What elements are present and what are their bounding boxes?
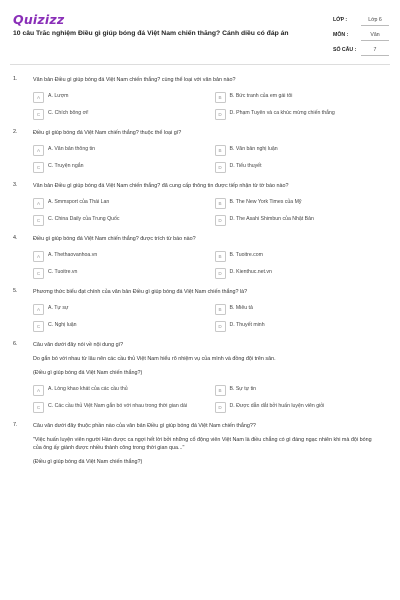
option-text: B. Bức tranh của em gái tôi	[229, 93, 293, 99]
answer-option[interactable]	[215, 162, 381, 173]
option-letter-box[interactable]: C	[33, 109, 44, 120]
option-text: C. Nghị luận	[48, 322, 77, 328]
answer-option[interactable]	[215, 268, 381, 279]
meta-value: Văn	[361, 32, 389, 41]
option-letter-box[interactable]: A	[33, 198, 44, 209]
option-letter-box[interactable]: C	[33, 215, 44, 226]
answer-option[interactable]	[33, 268, 199, 279]
answer-option[interactable]	[33, 251, 199, 262]
question-passage: Do gắn bó với nhau từ lâu nên các cầu thủ Việt Nam hiểu rõ nhiệm vụ của mình và đồng đội trên sân.	[33, 356, 276, 362]
answer-option[interactable]	[33, 304, 199, 315]
option-text: D. Tiểu thuyết	[229, 163, 262, 169]
meta-grade	[333, 14, 389, 29]
answer-option[interactable]	[33, 109, 199, 120]
option-text: A. Thethaovanhoa.vn	[48, 252, 98, 258]
question-item	[0, 341, 400, 413]
option-text: A. Lòng khao khát của các cầu thủ	[48, 386, 128, 392]
question-number: 1.	[13, 76, 18, 82]
question-text: Câu văn dưới đây thuộc phần nào của văn bản Điều gì giúp bóng đá Việt Nam chiến thắng??	[33, 423, 256, 429]
question-text: Phương thức biểu đạt chính của văn bản Điều gì giúp bóng đá Việt Nam chiến thắng? là?	[33, 289, 248, 295]
answer-option[interactable]	[33, 145, 199, 156]
option-text: B. The New York Times của Mỹ	[229, 199, 302, 205]
option-text: C. Tuoitre.vn	[48, 269, 78, 275]
question-item	[0, 129, 400, 173]
answer-options	[33, 251, 380, 279]
option-letter-box[interactable]: B	[215, 198, 226, 209]
answer-option[interactable]	[215, 402, 381, 413]
option-text: D. Thuyết minh	[229, 322, 265, 328]
question-item	[0, 235, 400, 279]
option-text: B. Văn bản nghị luận	[229, 146, 278, 152]
meta-label: MÔN :	[333, 32, 349, 38]
option-text: A. Tự sự	[48, 305, 69, 311]
answer-option[interactable]	[33, 92, 199, 103]
meta-value: 7	[361, 47, 389, 56]
brand-logo: Quizizz	[13, 12, 65, 27]
meta-subject	[333, 29, 389, 44]
option-letter-box[interactable]: D	[215, 215, 226, 226]
question-number: 4.	[13, 235, 18, 241]
answer-option[interactable]	[215, 145, 381, 156]
option-letter-box[interactable]: D	[215, 402, 226, 413]
option-letter-box[interactable]: A	[33, 145, 44, 156]
meta-label: SỐ CÂU :	[333, 47, 357, 53]
option-text: A. Smmsport của Thái Lan	[48, 199, 110, 205]
option-letter-box[interactable]: B	[215, 92, 226, 103]
option-letter-box[interactable]: A	[33, 92, 44, 103]
option-text: C. Các cầu thủ Việt Nam gắn bó với nhau trong thời gian dài	[48, 403, 188, 409]
option-letter-box[interactable]: B	[215, 145, 226, 156]
worksheet-title: 10 câu Trắc nghiệm Điều gì giúp bóng đá Việt Nam chiến thắng? Cánh diều có đáp án	[13, 30, 289, 37]
option-letter-box[interactable]: D	[215, 109, 226, 120]
answer-options	[33, 385, 380, 413]
answer-options	[33, 145, 380, 173]
answer-option[interactable]	[215, 321, 381, 332]
question-item	[0, 422, 400, 466]
question-number: 7.	[13, 422, 18, 428]
option-text: C. China Daily của Trung Quốc	[48, 216, 120, 222]
answer-option[interactable]	[215, 109, 381, 120]
option-letter-box[interactable]: A	[33, 385, 44, 396]
option-letter-box[interactable]: B	[215, 385, 226, 396]
meta-label: LỚP :	[333, 17, 348, 23]
answer-option[interactable]	[33, 198, 199, 209]
answer-option[interactable]	[215, 215, 381, 226]
option-letter-box[interactable]: B	[215, 251, 226, 262]
option-letter-box[interactable]: B	[215, 304, 226, 315]
answer-option[interactable]	[33, 402, 199, 413]
meta-question-count	[333, 44, 389, 59]
question-number: 5.	[13, 288, 18, 294]
header-divider	[10, 64, 390, 65]
question-number: 6.	[13, 341, 18, 347]
answer-option[interactable]	[215, 92, 381, 103]
question-item	[0, 76, 400, 120]
option-letter-box[interactable]: A	[33, 304, 44, 315]
question-item	[0, 182, 400, 226]
answer-options	[33, 198, 380, 226]
question-passage: (Điều gì giúp bóng đá Việt Nam chiến thắng?)	[33, 459, 143, 465]
option-letter-box[interactable]: D	[215, 268, 226, 279]
question-text: Điều gì giúp bóng đá Việt Nam chiến thắng? thuộc thể loại gì?	[33, 130, 182, 136]
answer-options	[33, 92, 380, 120]
answer-option[interactable]	[215, 304, 381, 315]
option-text: A. Lượm	[48, 93, 69, 99]
question-passage: (Điều gì giúp bóng đá Việt Nam chiến thắng?)	[33, 370, 143, 376]
option-letter-box[interactable]: D	[215, 162, 226, 173]
option-text: D. Kienthuc.net.vn	[229, 269, 272, 275]
option-text: D. Phạm Tuyên và ca khúc mừng chiến thắng	[229, 110, 335, 116]
option-text: C. Chích bông ơi!	[48, 110, 89, 116]
option-text: B. Tuoitre.com	[229, 252, 263, 258]
answer-options	[33, 304, 380, 332]
option-letter-box[interactable]: C	[33, 321, 44, 332]
answer-option[interactable]	[215, 198, 381, 209]
answer-option[interactable]	[33, 321, 199, 332]
meta-value: Lớp 6	[361, 17, 389, 26]
question-passage: "Việc huấn luyện viên người Hàn được ca ngợi hết lời bởi những cổ động viên Việt Nam là điều chẳng có gì đáng ngạc nhiên khi mà đội bóng của ông ấy giành được nhiều thành công trong thời gian qua..."	[33, 437, 372, 451]
answer-option[interactable]	[33, 385, 199, 396]
option-text: C. Truyện ngắn	[48, 163, 84, 169]
option-text: B. Miêu tả	[229, 305, 253, 311]
option-text: D. The Asahi Shimbun của Nhật Bản	[229, 216, 314, 222]
option-letter-box[interactable]: D	[215, 321, 226, 332]
option-text: A. Văn bản thông tin	[48, 146, 96, 152]
option-text: B. Sự tự tin	[229, 386, 257, 392]
answer-option[interactable]	[215, 385, 381, 396]
question-text: Điều gì giúp bóng đá Việt Nam chiến thắng? được trích từ báo nào?	[33, 236, 196, 242]
question-item	[0, 288, 400, 332]
answer-option[interactable]	[33, 162, 199, 173]
option-text: D. Được dẫn dắt bởi huấn luyện viên giỏi	[229, 403, 325, 409]
option-letter-box[interactable]: C	[33, 402, 44, 413]
question-text: Câu văn dưới đây nói về nội dung gì?	[33, 342, 124, 348]
answer-option[interactable]	[215, 251, 381, 262]
question-list	[0, 76, 400, 475]
question-number: 2.	[13, 129, 18, 135]
worksheet-meta	[333, 14, 389, 59]
question-number: 3.	[13, 182, 18, 188]
question-text: Văn bản Điều gì giúp bóng đá Việt Nam chiến thắng? đã cung cấp thông tin được tiếp nhận từ tờ báo nào?	[33, 183, 289, 189]
option-letter-box[interactable]: A	[33, 251, 44, 262]
option-letter-box[interactable]: C	[33, 268, 44, 279]
question-text: Văn bản Điều gì giúp bóng đá Việt Nam chiến thắng? cùng thể loại với văn bản nào?	[33, 77, 236, 83]
option-letter-box[interactable]: C	[33, 162, 44, 173]
answer-option[interactable]	[33, 215, 199, 226]
